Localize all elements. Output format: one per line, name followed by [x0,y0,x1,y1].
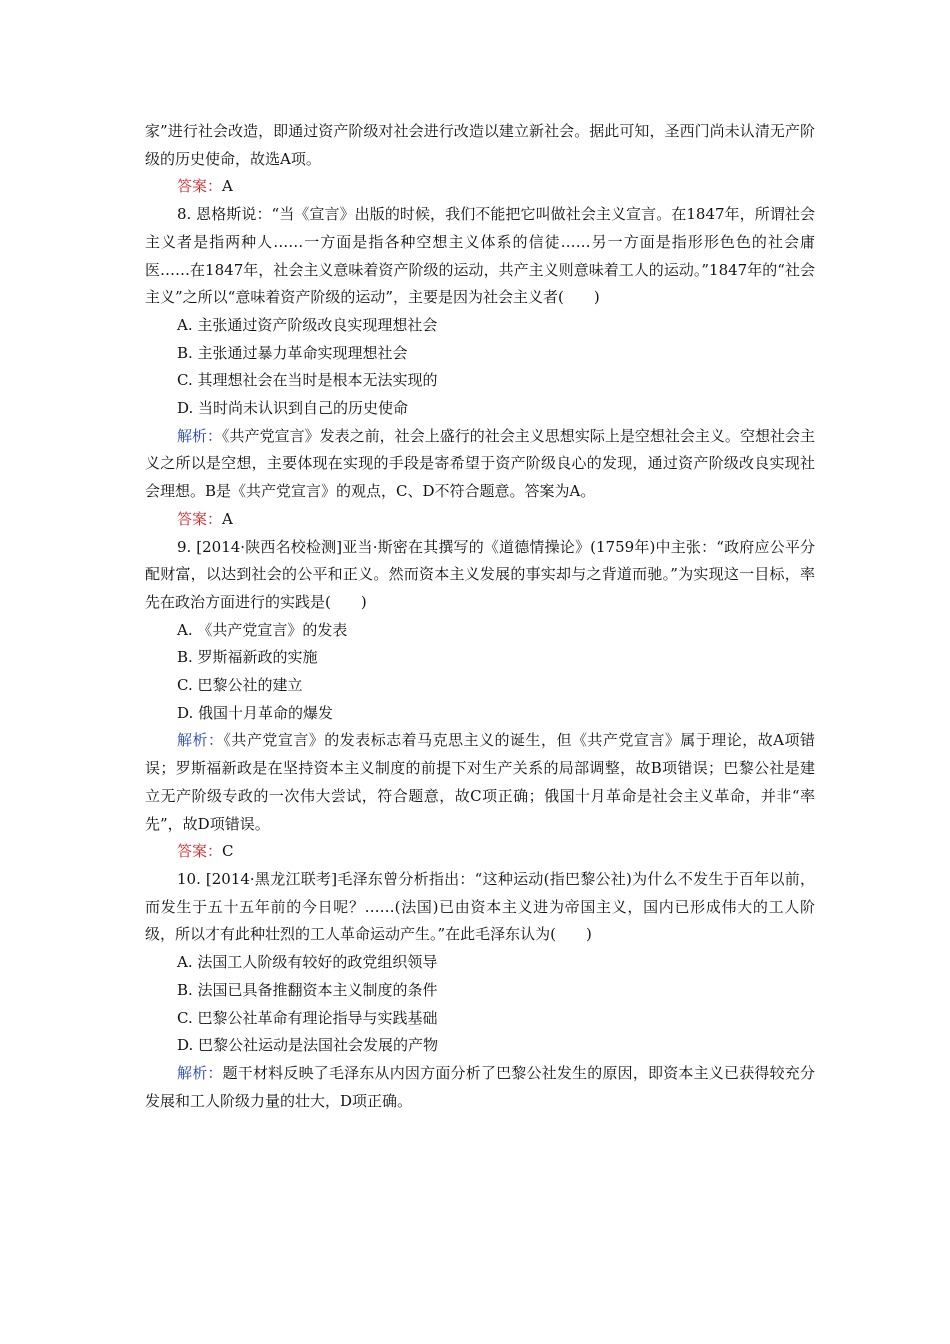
answer-line [145,506,815,534]
answer-option [145,395,815,423]
paragraph-text: 10. [2014·黑龙江联考]毛泽东曾分析指出：“这种运动(指巴黎公社)为什么不发生于百年以前，而发生于五十五年前的今日呢？……(法国)已由资本主义进为帝国主义，国内已形成伟大的工人阶级，所以才有此种壮烈的工人革命运动产生。”在此毛泽东认为( ) [145,869,815,944]
option-text: C. 其理想社会在当时是根本无法实现的 [177,371,438,390]
answer-value: C [222,842,234,861]
option-text: B. 法国已具备推翻资本主义制度的条件 [177,980,438,999]
answer-option [145,700,815,728]
answer-option [145,340,815,368]
analysis-text: 《共产党宣言》的发表标志着马克思主义的诞生，但《共产党宣言》属于理论，故A项错误；罗斯福新政是在坚持资本主义制度的前提下对生产关系的局部调整，故B项错误；巴黎公社是建立无产阶级专政的一次伟大尝试，符合题意，故C项正确；俄国十月革命是社会主义革命，并非“率先”，故D项错误。 [145,731,815,833]
document-page [145,118,815,1115]
option-text: D. 当时尚未认识到自己的历史使命 [177,399,409,418]
analysis-paragraph [145,1060,815,1115]
question-stem [145,866,815,949]
analysis-label: 解析： [177,731,224,750]
analysis-text: 题干材料反映了毛泽东从内因方面分析了巴黎公社发生的原因，即资本主义已获得较充分发展和工人阶级力量的壮大，D项正确。 [145,1063,815,1110]
text-paragraph [145,118,815,173]
paragraph-text: 9. [2014·陕西名校检测]亚当·斯密在其撰写的《道德情操论》(1759年)中主张：“政府应公平分配财富，以达到社会的公平和正义。然而资本主义发展的事实却与之背道而驰。”为实现这一目标，率先在政治方面进行的实践是( ) [145,537,815,611]
analysis-label: 解析： [177,1063,223,1082]
answer-value: A [222,177,233,196]
option-text: B. 主张通过暴力革命实现理想社会 [177,343,408,362]
answer-option [145,672,815,700]
answer-option [145,1005,815,1033]
paragraph-text: 家”进行社会改造，即通过资产阶级对社会进行改造以建立新社会。据此可知，圣西门尚未认清无产阶级的历史使命，故选A项。 [145,122,815,168]
option-text: A. 主张通过资产阶级改良实现理想社会 [177,315,438,334]
question-stem [145,201,815,312]
option-text: A. 《共产党宣言》的发表 [177,620,348,639]
answer-value: A [222,509,233,528]
analysis-text: 《共产党宣言》发表之前，社会上盛行的社会主义思想实际上是空想社会主义。空想社会主义之所以是空想，主要体现在实现的手段是寄希望于资产阶级良心的发现，通过资产阶级改良实现社会理想。B是《共产党宣言》的观点，C、D不符合题意。答案为A。 [145,426,815,501]
answer-option [145,644,815,672]
answer-label: 答案： [177,842,223,861]
option-text: A. 法国工人阶级有较好的政党组织领导 [177,953,438,972]
option-text: D. 俄国十月革命的爆发 [177,703,334,722]
answer-line [145,173,815,201]
answer-option [145,312,815,340]
question-stem [145,534,815,617]
paragraph-text: 8. 恩格斯说：“当《宣言》出版的时候，我们不能把它叫做社会主义宣言。在1847年，所谓社会主义者是指两种人……一方面是指各种空想主义体系的信徒……另一方面是指形形色色的社会庸医……在1847年，社会主义意味着资产阶级的运动，共产主义则意味着工人的运动。”1847年的“社会主义”之所以“意味着资产阶级的运动”，主要是因为社会主义者( ) [145,205,815,307]
answer-line [145,838,815,866]
answer-option [145,617,815,645]
answer-option [145,367,815,395]
answer-option [145,977,815,1005]
answer-label: 答案： [177,177,223,196]
answer-option [145,949,815,977]
answer-label: 答案： [177,509,223,528]
analysis-paragraph [145,423,815,506]
answer-option [145,1032,815,1060]
analysis-label: 解析： [177,426,223,445]
option-text: B. 罗斯福新政的实施 [177,648,318,667]
analysis-paragraph [145,727,815,838]
option-text: C. 巴黎公社革命有理论指导与实践基础 [177,1008,438,1027]
option-text: C. 巴黎公社的建立 [177,676,303,695]
option-text: D. 巴黎公社运动是法国社会发展的产物 [177,1036,439,1055]
